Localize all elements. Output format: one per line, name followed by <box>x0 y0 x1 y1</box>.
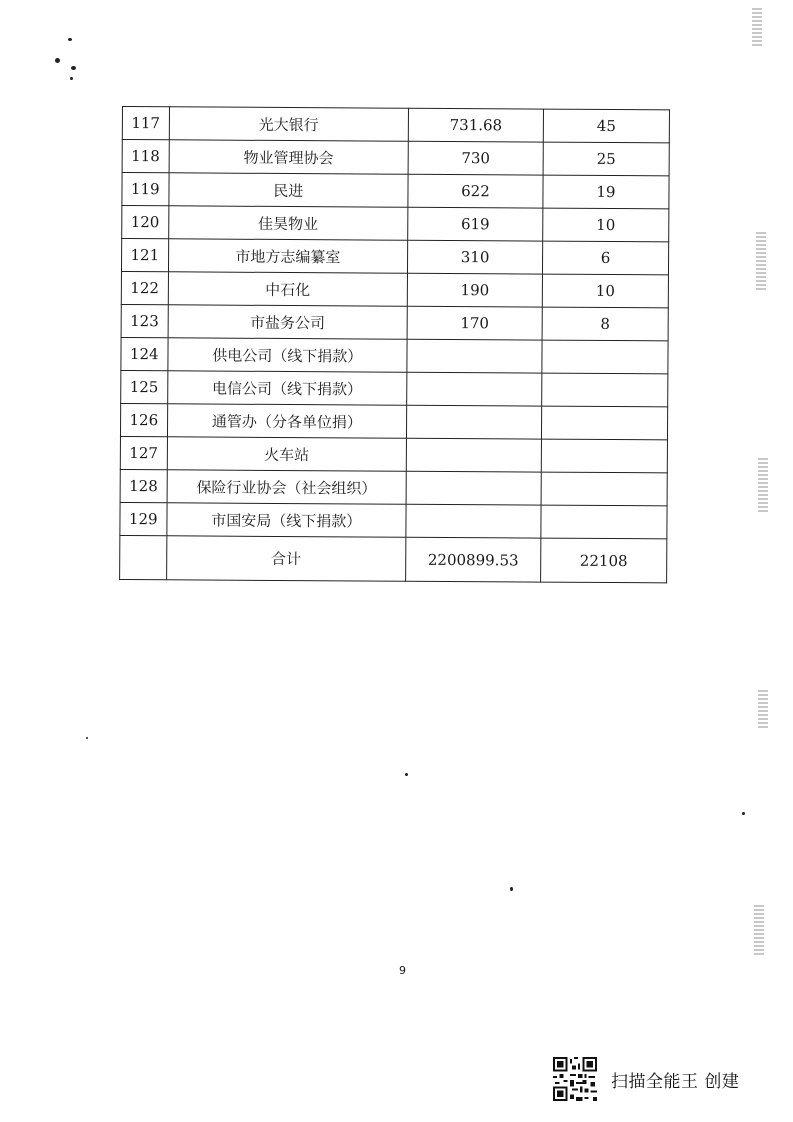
row-number-cell: 127 <box>120 436 167 469</box>
amount-cell: 310 <box>408 240 543 274</box>
organization-name-cell: 火车站 <box>167 437 407 471</box>
table-row <box>122 173 669 209</box>
donation-table-body <box>120 107 670 583</box>
row-number-cell: 128 <box>120 469 167 502</box>
row-number-cell: 122 <box>121 271 168 304</box>
organization-name-cell: 市国安局（线下捐款） <box>166 503 406 537</box>
table-row <box>121 271 668 307</box>
donor-count-cell: 45 <box>543 109 669 143</box>
donor-count-cell: 10 <box>542 274 668 308</box>
row-number-cell: 120 <box>122 206 169 239</box>
donor-count-cell: 6 <box>542 241 668 275</box>
scan-edge-noise <box>754 905 764 955</box>
donor-count-cell <box>541 406 667 440</box>
organization-name-cell: 中石化 <box>168 272 408 306</box>
scan-speck <box>405 773 408 776</box>
scan-speck <box>742 812 745 815</box>
amount-cell <box>406 504 541 538</box>
table-row <box>120 403 667 439</box>
scan-edge-noise <box>758 458 768 513</box>
donor-count-cell: 10 <box>543 208 669 242</box>
donor-count-cell <box>541 472 667 506</box>
amount-cell: 619 <box>408 207 543 241</box>
organization-name-cell: 市盐务公司 <box>168 305 408 339</box>
organization-name-cell: 市地方志编纂室 <box>168 239 408 273</box>
table-row <box>122 107 669 143</box>
total-row <box>120 535 667 582</box>
donor-count-cell: 19 <box>543 175 669 209</box>
amount-cell <box>406 438 541 472</box>
donor-count-cell <box>541 505 667 539</box>
row-number-cell: 123 <box>121 304 168 337</box>
scan-speck <box>70 77 73 80</box>
table-row <box>121 304 668 340</box>
row-number-cell: 119 <box>122 173 169 206</box>
row-number-cell: 129 <box>120 502 167 535</box>
scan-edge-noise <box>756 232 766 292</box>
amount-cell <box>407 372 542 406</box>
scan-speck <box>68 38 72 41</box>
page-number: 9 <box>399 964 406 977</box>
organization-name-cell: 民进 <box>168 173 408 207</box>
scan-speck <box>71 66 76 70</box>
total-amount-cell: 2200899.53 <box>406 537 541 582</box>
row-number-cell: 126 <box>120 403 167 436</box>
organization-name-cell: 电信公司（线下捐款） <box>167 371 407 405</box>
row-number-cell: 121 <box>121 239 168 272</box>
table-row <box>121 239 668 275</box>
scanner-watermark <box>553 1057 739 1101</box>
amount-cell: 190 <box>407 273 542 307</box>
donor-count-cell <box>542 340 668 374</box>
table-row <box>121 370 668 406</box>
table-row <box>122 206 669 242</box>
organization-name-cell: 光大银行 <box>169 107 409 141</box>
amount-cell: 622 <box>408 174 543 208</box>
scan-edge-noise <box>752 8 762 48</box>
organization-name-cell: 通管办（分各单位捐） <box>167 404 407 438</box>
scan-speck <box>86 737 88 739</box>
table-row <box>120 502 667 538</box>
donor-count-cell: 25 <box>543 142 669 176</box>
donor-count-cell <box>541 439 667 473</box>
donation-table <box>119 106 670 583</box>
organization-name-cell: 供电公司（线下捐款） <box>167 338 407 372</box>
amount-cell: 730 <box>408 141 543 175</box>
table-row <box>120 469 667 505</box>
table-row <box>122 140 669 176</box>
scan-speck <box>510 887 513 891</box>
table-row <box>120 436 667 472</box>
total-no-cell <box>120 535 167 579</box>
donor-count-cell: 8 <box>542 307 668 341</box>
total-count-cell: 22108 <box>541 538 667 583</box>
row-number-cell: 118 <box>122 140 169 173</box>
scan-edge-noise <box>758 690 768 730</box>
amount-cell <box>406 471 541 505</box>
donor-count-cell <box>542 373 668 407</box>
row-number-cell: 117 <box>122 107 169 140</box>
amount-cell: 170 <box>407 306 542 340</box>
watermark-text: 扫描全能王 创建 <box>611 1071 740 1092</box>
amount-cell <box>407 339 542 373</box>
qr-code-icon <box>553 1057 597 1101</box>
row-number-cell: 124 <box>121 337 168 370</box>
amount-cell: 731.68 <box>408 108 543 142</box>
amount-cell <box>407 405 542 439</box>
organization-name-cell: 物业管理协会 <box>169 140 409 174</box>
organization-name-cell: 佳昊物业 <box>168 206 408 240</box>
table-row <box>121 337 668 373</box>
row-number-cell: 125 <box>121 370 168 403</box>
scan-speck <box>55 58 60 63</box>
organization-name-cell: 保险行业协会（社会组织） <box>167 470 407 504</box>
total-label-cell: 合计 <box>166 536 406 581</box>
